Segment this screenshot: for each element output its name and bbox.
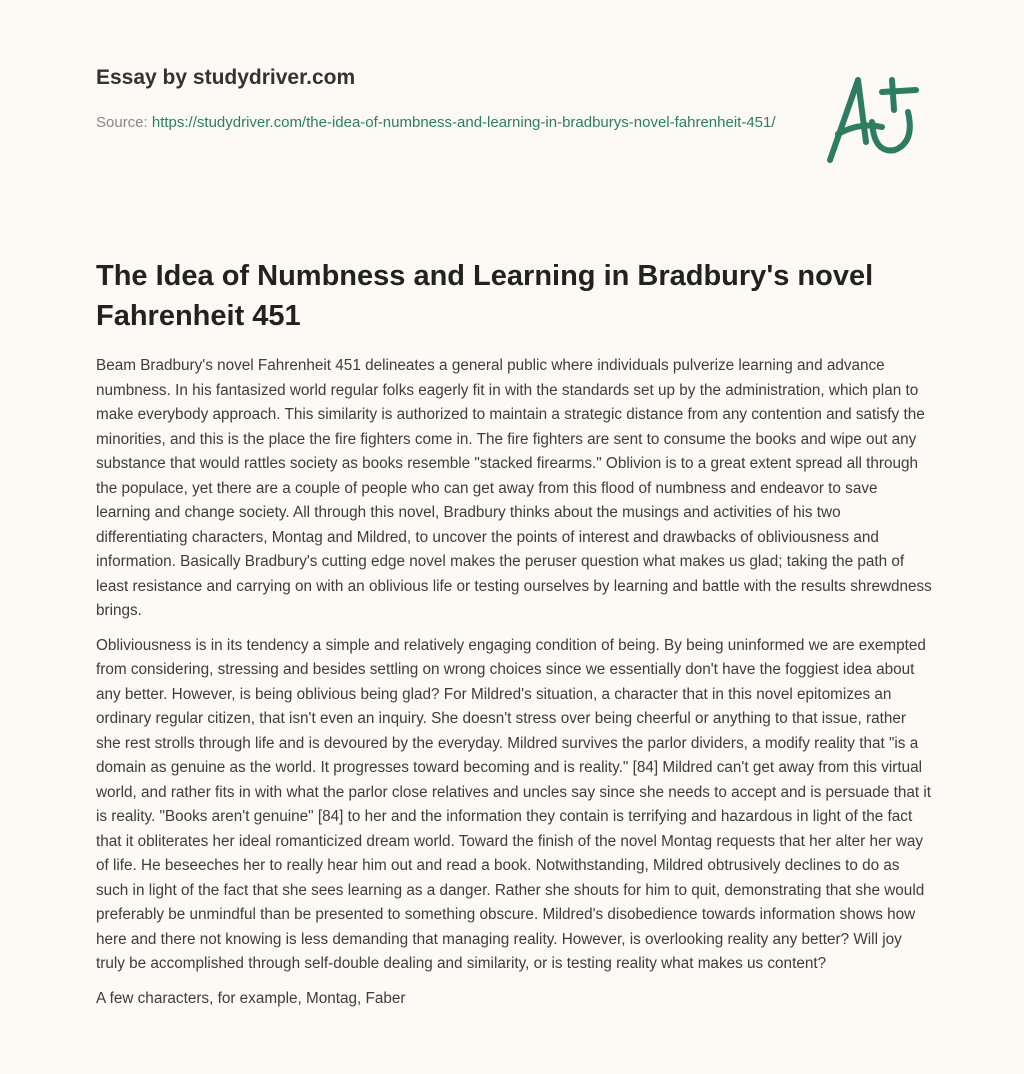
brand-title: Essay by studydriver.com xyxy=(96,66,356,89)
essay-header xyxy=(96,66,796,135)
source-label: Source: xyxy=(96,114,148,131)
source-link[interactable]: https://studydriver.com/the-idea-of-numbness-and-learning-in-bradburys-novel-fahrenheit-451/ xyxy=(151,114,776,131)
source-line xyxy=(96,110,796,135)
paragraph: Obliviousness is in its tendency a simple and relatively engaging condition of being. By being uninformed we are exempted from considering, stressing and besides settling on wrong choices since we essentially don't have the foggiest idea about any better. However, is being oblivious being glad? For Mildred's situation, a character that in this novel epitomizes an ordinary regular citizen, that isn't even an inquiry. She doesn't stress over being cheerful or anything to that issue, rather she rest strolls through life and is devoured by the everyday. Mildred survives the parlor dividers, a modify reality that "is a domain as genuine as the world. It progresses toward becoming and is reality." [84] Mildred can't get away from this virtual world, and rather fits in with what the parlor close relatives and uncles say since she needs to accept and is persuade that it is reality. "Books aren't genuine" [84] to her and the information they contain is terrifying and hazardous in light of the fact that it obliterates her ideal romanticized dream world. Toward the finish of the novel Montag requests that her alter her way of life. He beseeches her to really hear him out and read a book. Notwithstanding, Mildred obtrusively declines to do as such in light of the fact that she sees learning as a danger. Rather she shouts for him to quit, demonstrating that she would preferably be unmindful than be presented to something obscure. Mildred's disobedience towards information shows how here and there not knowing is less demanding that managing reality. However, is overlooking reality any better? Will joy truly be accomplished through self-double dealing and similarity, or is testing reality what makes us content? xyxy=(96,636,931,972)
paragraph: Beam Bradbury's novel Fahrenheit 451 delineates a general public where individuals pulverize learning and advance numbness. In his fantasized world regular folks eagerly fit in with the standards set up by the administration, which plan to make everybody approach. This similarity is authorized to maintain a strategic distance from any contention and satisfy the minorities, and this is the place the fire fighters come in. The fire fighters are sent to consume the books and wipe out any substance that would rattles society as books resemble "stacked firearms." Oblivion is to a great extent spread all through the populace, yet there are a couple of people who can get away from this flood of numbness and endeavor to save learning and change society. All through this novel, Bradbury thinks about the musings and activities of his two differentiating characters, Montag and Mildred, to uncover the points of interest and drawbacks of obliviousness and information. Basically Bradbury's cutting edge novel makes the peruser question what makes us glad; taking the path of least resistance and carrying on with an oblivious life or testing ourselves by learning and battle with the results shrewdness brings. xyxy=(96,357,932,619)
essay-body xyxy=(96,354,932,1021)
essay-title: The Idea of Numbness and Learning in Bradbury's novel Fahrenheit 451 xyxy=(96,260,874,332)
a-plus-logo-icon xyxy=(820,72,930,167)
paragraph: A few characters, for example, Montag, Faber xyxy=(96,989,406,1007)
